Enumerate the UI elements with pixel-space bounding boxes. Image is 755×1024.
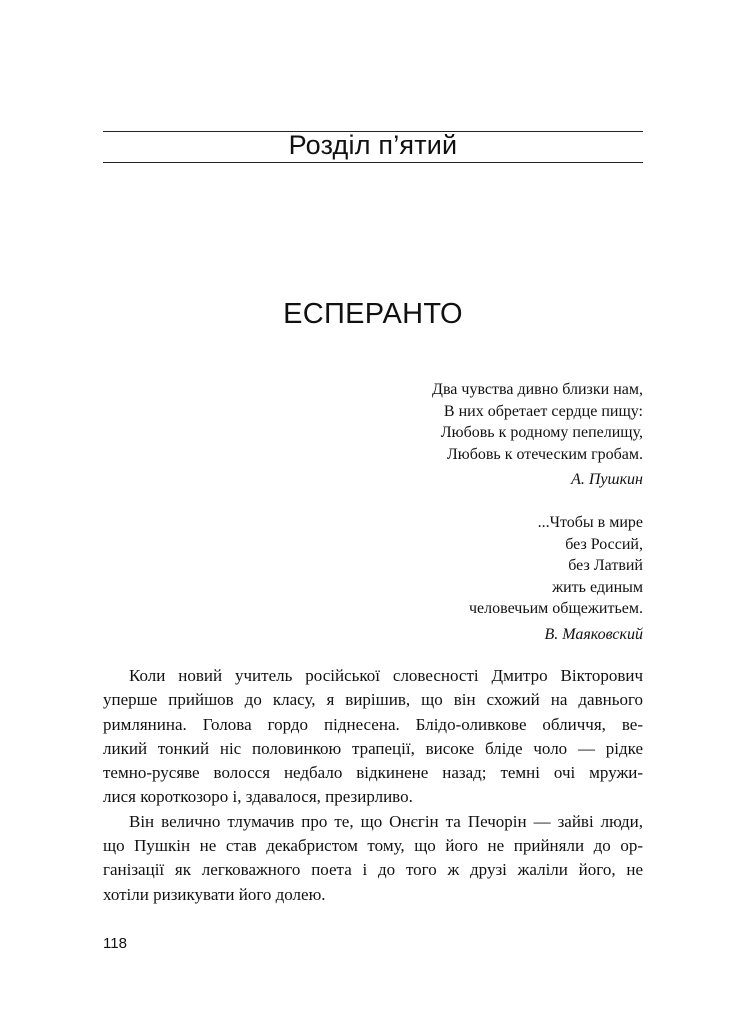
- body-line: ганізації як легковажного поета і до того ж друзі жаліли його, не: [103, 860, 643, 880]
- epigraph-line: Любовь к родному пепелищу,: [440, 424, 643, 441]
- body-line: римлянина. Голова гордо піднесена. Блідо-оливкове обличчя, ве-: [103, 714, 643, 734]
- epigraph-mayakovsky: [469, 512, 643, 645]
- body-line: хотіли ризикувати його долею.: [103, 884, 326, 904]
- epigraph-line: без Латвий: [568, 557, 643, 574]
- body-line: Він велично тлумачив про те, що Онєгін та Печорін — зайві люди,: [129, 811, 643, 831]
- body-line: Коли новий учитель російської словесності Дмитро Вікторович: [129, 666, 643, 685]
- body-line: лися короткозоро і, здавалося, презирливо.: [103, 787, 413, 807]
- chapter-title: Розділ п’ятий: [288, 130, 458, 160]
- epigraph-line: человечьим общежитьем.: [468, 600, 643, 617]
- section-title: ЕСПЕРАНТО: [283, 298, 463, 330]
- epigraph-author: А. Пушкин: [571, 471, 643, 488]
- body-line: що Пушкін не став декабристом тому, що його не прийняли до ор-: [103, 836, 643, 856]
- epigraph-author: В. Маяковский: [544, 625, 643, 643]
- body-line: ликий тонкий ніс половинкою трапеції, високе бліде чоло — рідке: [103, 738, 643, 758]
- body-text: [103, 664, 643, 907]
- epigraph-line: жить единым: [552, 578, 643, 596]
- page-number: 118: [103, 935, 127, 952]
- body-line: темно-русяве волосся недбало відкинене назад; темні очі мружи-: [103, 763, 643, 783]
- epigraph-line: Любовь к отеческим гробам.: [446, 445, 643, 463]
- epigraph-line: В них обретает сердце пищу:: [443, 402, 643, 420]
- epigraph-line: без Россий,: [565, 535, 643, 553]
- chapter-rule-bottom: [103, 162, 643, 163]
- epigraph-pushkin: [432, 379, 643, 491]
- epigraph-line: Два чувства дивно близки нам,: [432, 381, 643, 398]
- epigraph-line: ...Чтобы в мире: [537, 514, 643, 531]
- body-line: уперше прийшов до класу, я вирішив, що він схожий на давнього: [103, 690, 643, 710]
